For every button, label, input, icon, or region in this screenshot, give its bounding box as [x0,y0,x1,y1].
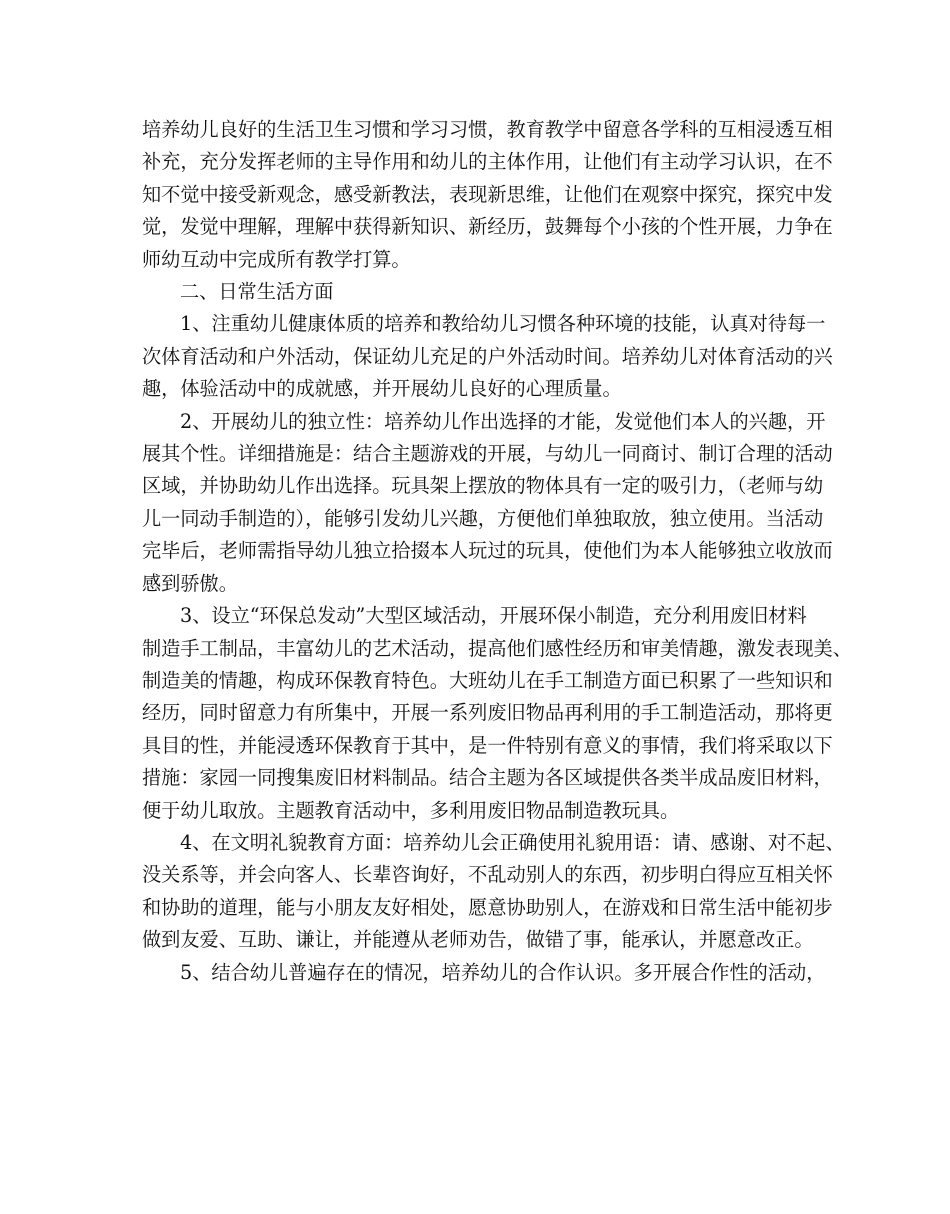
paragraph-line: 觉，发觉中理解，理解中获得新知识、新经历，鼓舞每个小孩的个性开展，力争在 [142,215,833,239]
document-body [142,114,852,989]
paragraph-first-line: 5、结合幼儿普遍存在的情况，培养幼儿的合作认识。多开展合作性的活动， [180,960,826,984]
paragraph-line: 便于幼儿取放。主题教育活动中，多利用废旧物品制造教玩具。 [142,798,680,822]
paragraph-line: 知不觉中接受新观念，感受新教法，表现新思维，让他们在观察中探究，探究中发 [142,182,833,206]
paragraph-line: 培养幼儿良好的生活卫生习惯和学习习惯，教育教学中留意各学科的互相浸透互相 [142,118,833,141]
paragraph-first-line: 3、设立“环保总发动”大型区域活动，开展环保小制造，充分利用废旧材料 [180,604,807,628]
paragraph-line: 师幼互动中完成所有教学打算。 [142,247,411,271]
paragraph-first-line: 4、在文明礼貌教育方面：培养幼儿会正确使用礼貌用语：请、感谢、对不起、 [180,830,845,854]
paragraph-line: 制造手工制品，丰富幼儿的艺术活动，提高他们感性经历和审美情趣，激发表现美、 [142,636,852,660]
paragraph-first-line: 2、开展幼儿的独立性：培养幼儿作出选择的才能，发觉他们本人的兴趣，开 [180,409,826,433]
paragraph-line: 做到友爱、互助、谦让，并能遵从老师劝告，做错了事，能承认，并愿意改正。 [142,928,814,952]
paragraph-first-line: 1、注重幼儿健康体质的培养和教给幼儿习惯各种环境的技能，认真对待每一 [180,312,826,336]
paragraph-line: 制造美的情趣，构成环保教育特色。大班幼儿在手工制造方面已积累了一些知识和 [142,668,833,692]
paragraph-line: 完毕后，老师需指导幼儿独立拾掇本人玩过的玩具，使他们为本人能够独立收放而 [142,539,833,563]
paragraph-line: 补充，充分发挥老师的主导作用和幼儿的主体作用，让他们有主动学习认识，在不 [142,150,833,174]
paragraph-line: 儿一同动手制造的），能够引发幼儿兴趣，方便他们单独取放，独立使用。当活动 [142,506,824,530]
paragraph-line: 措施：家园一同搜集废旧材料制品。结合主题为各区域提供各类半成品废旧材料， [142,766,833,790]
paragraph-line: 经历，同时留意力有所集中，开展一系列废旧物品再利用的手工制造活动，那将更 [142,701,833,725]
paragraph-line: 区域，并协助幼儿作出选择。玩具架上摆放的物体具有一定的吸引力，（老师与幼 [142,474,824,498]
paragraph-line: 和协助的道理，能与小朋友友好相处，愿意协助别人，在游戏和日常生活中能初步 [142,895,833,919]
paragraph-first-line: 二、日常生活方面 [180,280,334,304]
paragraph-line: 次体育活动和户外活动，保证幼儿充足的户外活动时间。培养幼儿对体育活动的兴 [142,344,833,368]
paragraph-line: 具目的性，并能浸透环保教育于其中，是一件特别有意义的事情，我们将采取以下 [142,733,833,757]
paragraph-line: 趣，体验活动中的成就感，并开展幼儿良好的心理质量。 [142,377,622,401]
paragraph-line: 没关系等，并会向客人、长辈咨询好，不乱动别人的东西，初步明白得应互相关怀 [142,863,833,887]
paragraph-line: 展其个性。详细措施是：结合主题游戏的开展，与幼儿一同商讨、制订合理的活动 [142,442,833,466]
paragraph-line: 感到骄傲。 [142,571,238,595]
